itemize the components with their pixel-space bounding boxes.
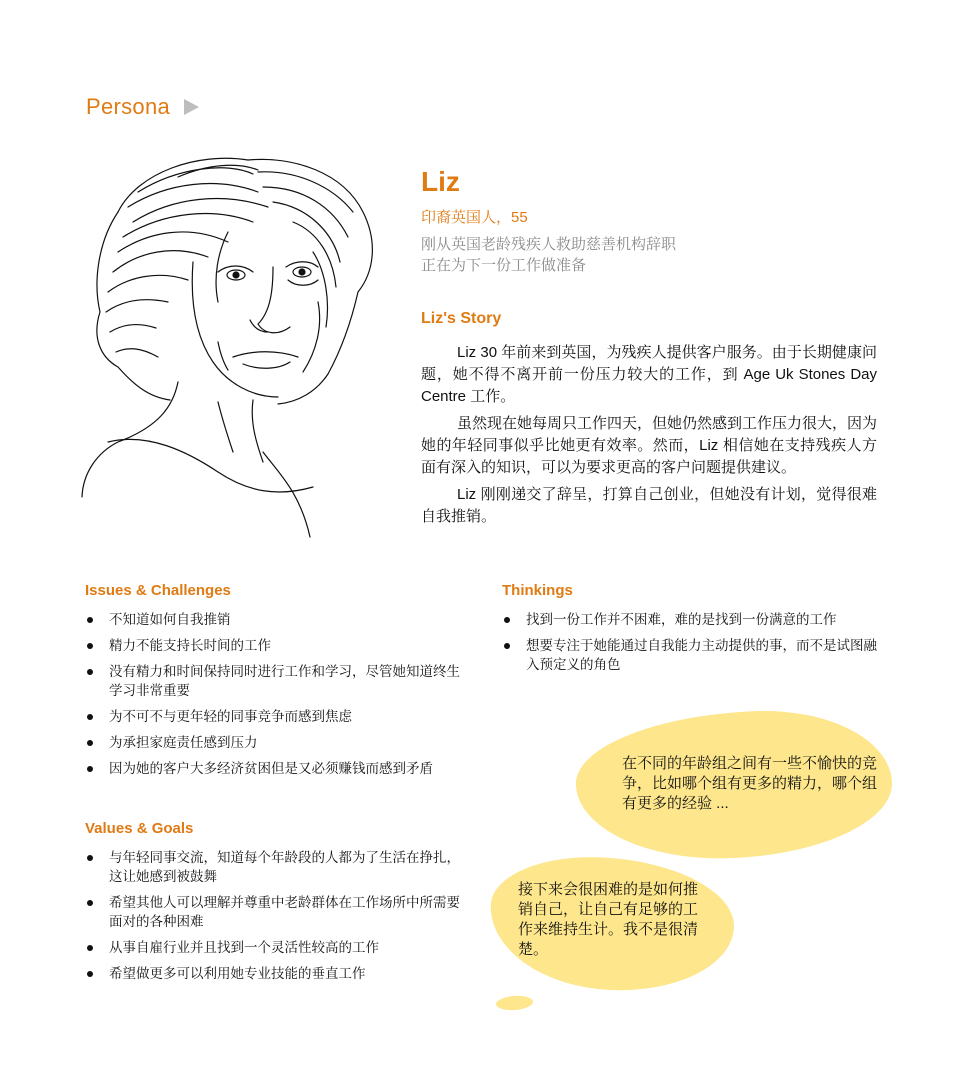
quote-bubble-2: 接下来会很困难的是如何推销自己，让自己有足够的工作来维持生计。我不是很清楚。 [518, 881, 699, 958]
list-item: 为不可不与更年轻的同事竞争而感到焦虑 [85, 707, 465, 726]
description-line: 刚从英国老龄残疾人救助慈善机构辞职 [421, 236, 677, 253]
list-item: 希望其他人可以理解并尊重中老龄群体在工作场所中所需要面对的各种困难 [85, 893, 465, 931]
story-paragraph: Liz 30 年前来到英国，为残疾人提供客户服务。由于长期健康问题，她不得不离开前一份压力较大的工作，到 Age Uk Stones Day Centre 工作。 [421, 344, 877, 405]
bullet-icon [87, 740, 93, 746]
bullet-icon [87, 714, 93, 720]
bullet-icon [87, 971, 93, 977]
list-item: 因为她的客户大多经济贫困但是又必须赚钱而感到矛盾 [85, 759, 465, 778]
persona-profile [421, 166, 881, 276]
bullet-icon [87, 643, 93, 649]
bullet-icon [87, 617, 93, 623]
values-section [85, 818, 465, 990]
portrait-sketch [78, 152, 390, 540]
bullet-icon [504, 617, 510, 623]
list-item: 希望做更多可以利用她专业技能的垂直工作 [85, 964, 465, 983]
issues-section [85, 580, 465, 785]
story-section [421, 308, 877, 533]
list-item: 想要专注于她能通过自我能力主动提供的事，而不是试图融入预定义的角色 [502, 636, 882, 674]
page-header [86, 94, 199, 120]
issues-list [85, 610, 465, 778]
issues-title: Issues & Challenges [85, 582, 231, 599]
quote-bubble-1: 在不同的年龄组之间有一些不愉快的竞争，比如哪个组有更多的精力，哪个组有更多的经验 ... [622, 755, 878, 812]
story-title: Liz's Story [421, 310, 502, 327]
bullet-icon [87, 669, 93, 675]
bullet-icon [87, 855, 93, 861]
bullet-icon [504, 643, 510, 649]
persona-description [421, 234, 881, 276]
thought-dot-shape [496, 995, 534, 1012]
persona-subtitle: 印裔英国人，55 [421, 209, 528, 226]
persona-name: Liz [421, 166, 460, 197]
story-paragraph: 虽然现在她每周只工作四天，但她仍然感到工作压力很大，因为她的年轻同事似乎比她更有效率。然而，Liz 相信她在支持残疾人方面有深入的知识，可以为要求更高的客户问题提供建议。 [421, 415, 878, 476]
thinkings-section [502, 580, 882, 681]
story-paragraph: Liz 刚刚递交了辞呈，打算自己创业，但她没有计划，觉得很难自我推销。 [421, 486, 877, 525]
page-title: Persona [86, 94, 171, 119]
bullet-icon [87, 900, 93, 906]
play-triangle-icon [184, 99, 199, 115]
bullet-icon [87, 945, 93, 951]
list-item: 精力不能支持长时间的工作 [85, 636, 465, 655]
bullet-icon [87, 766, 93, 772]
list-item: 找到一份工作并不困难，难的是找到一份满意的工作 [502, 610, 882, 629]
values-title: Values & Goals [85, 820, 194, 837]
thinkings-title: Thinkings [502, 582, 573, 599]
list-item: 从事自雇行业并且找到一个灵活性较高的工作 [85, 938, 465, 957]
list-item: 与年轻同事交流，知道每个年龄段的人都为了生活在挣扎，这让她感到被鼓舞 [85, 848, 465, 886]
list-item: 不知道如何自我推销 [85, 610, 465, 629]
description-line: 正在为下一份工作做准备 [421, 257, 587, 274]
thinkings-list [502, 610, 882, 674]
values-list [85, 848, 465, 983]
list-item: 没有精力和时间保持同时进行工作和学习，尽管她知道终生学习非常重要 [85, 662, 465, 700]
list-item: 为承担家庭责任感到压力 [85, 733, 465, 752]
